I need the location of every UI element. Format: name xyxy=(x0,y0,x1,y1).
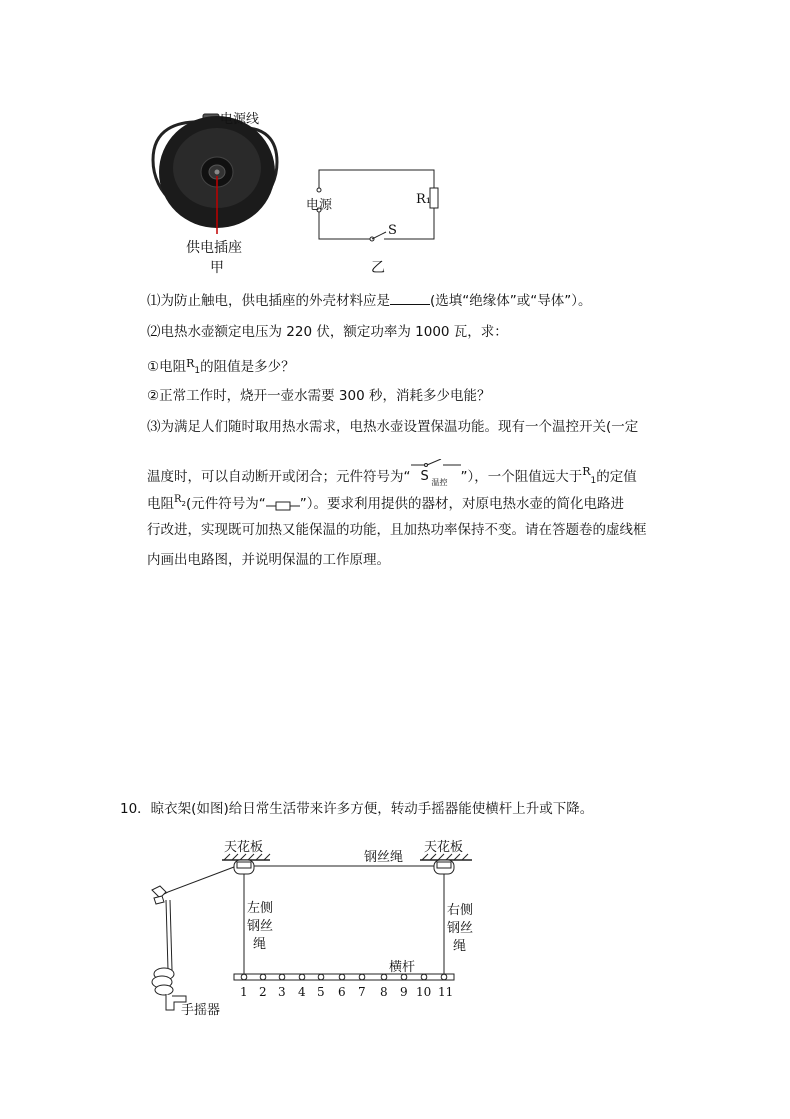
ceiling-left-label: 天花板 xyxy=(224,840,264,855)
hole-number: 9 xyxy=(400,985,408,999)
hole-number: 6 xyxy=(338,985,346,999)
crank-wire xyxy=(168,867,234,892)
hole-number: 5 xyxy=(317,985,325,999)
circuit-r1-label: R₁ xyxy=(416,192,431,207)
circuit-wire xyxy=(319,170,434,188)
circuit-switch-label: S xyxy=(388,223,397,238)
left-wire-label: 左侧 钢丝 绳 xyxy=(247,901,274,952)
q9-part1: ⑴为防止触电，供电插座的外壳材料应是 (选填“绝缘体”或“导体”）。 xyxy=(147,290,592,311)
right-wire-label: 右侧 钢丝 绳 xyxy=(447,903,474,954)
cord-label: 电源线 xyxy=(220,112,260,127)
hole-number: 1 xyxy=(240,985,248,999)
hole-number: 2 xyxy=(259,985,267,999)
hole-number: 3 xyxy=(278,985,286,999)
thermo-switch-symbol: S 温控 xyxy=(411,467,461,487)
answer-blank[interactable] xyxy=(390,290,430,305)
hole-number: 7 xyxy=(358,985,366,999)
figure-caption-yi: 乙 xyxy=(371,260,385,276)
hole-number: 10 xyxy=(416,985,432,999)
figure-caption-jia: 甲 xyxy=(210,260,224,276)
hole-number: 4 xyxy=(298,985,306,999)
top-wire-label: 钢丝绳 xyxy=(364,850,404,865)
q10-text: 10．晾衣架(如图)给日常生活带来许多方便，转动手摇器能使横杆上升或下降。 xyxy=(120,801,594,817)
q9-part2-2: ②正常工作时，烧开一壶水需要 300 秒，消耗多少电能？ xyxy=(147,388,491,404)
crank-label: 手摇器 xyxy=(181,1003,221,1018)
bar-label: 横杆 xyxy=(389,960,416,975)
circuit-source-label: 电源 xyxy=(306,198,333,213)
switch-s xyxy=(372,232,386,239)
q9-part3-line1: ⑶为满足人们随时取用热水需求，电热水壶设置保温功能。现有一个温控开关(一定 xyxy=(147,419,639,435)
resistor-r1 xyxy=(430,188,438,208)
q9-part2-1: ①电阻$^R_1$的阻值是多少？ xyxy=(147,357,295,376)
socket-label: 供电插座 xyxy=(186,240,242,256)
q9-part2: ⑵电热水壶额定电压为 220 伏，额定功率为 1000 瓦，求： xyxy=(147,324,508,340)
hole-number: 8 xyxy=(380,985,388,999)
q9-part3-line4: 行改进，实现既可加热又能保温的功能，且加热功率保持不变。请在答题卷的虚线框 xyxy=(147,522,647,538)
q9-part3-line5: 内画出电路图，并说明保温的工作原理。 xyxy=(147,552,390,568)
q9-part3-line3: 电阻$^R$2(元件符号为“ ”）。要求利用提供的器材，对原电热水壶的简化电路进 xyxy=(147,494,625,512)
resistor-symbol-icon xyxy=(266,498,300,510)
crank-icon xyxy=(152,886,186,1010)
ceiling-right-label: 天花板 xyxy=(424,840,464,855)
hole-number: 11 xyxy=(438,985,454,999)
q9-part3-line2: 温度时，可以自动断开或闭合；元件符号为“ S 温控 ”），一个阻值远大于$^R_1$的定值 xyxy=(147,462,637,491)
